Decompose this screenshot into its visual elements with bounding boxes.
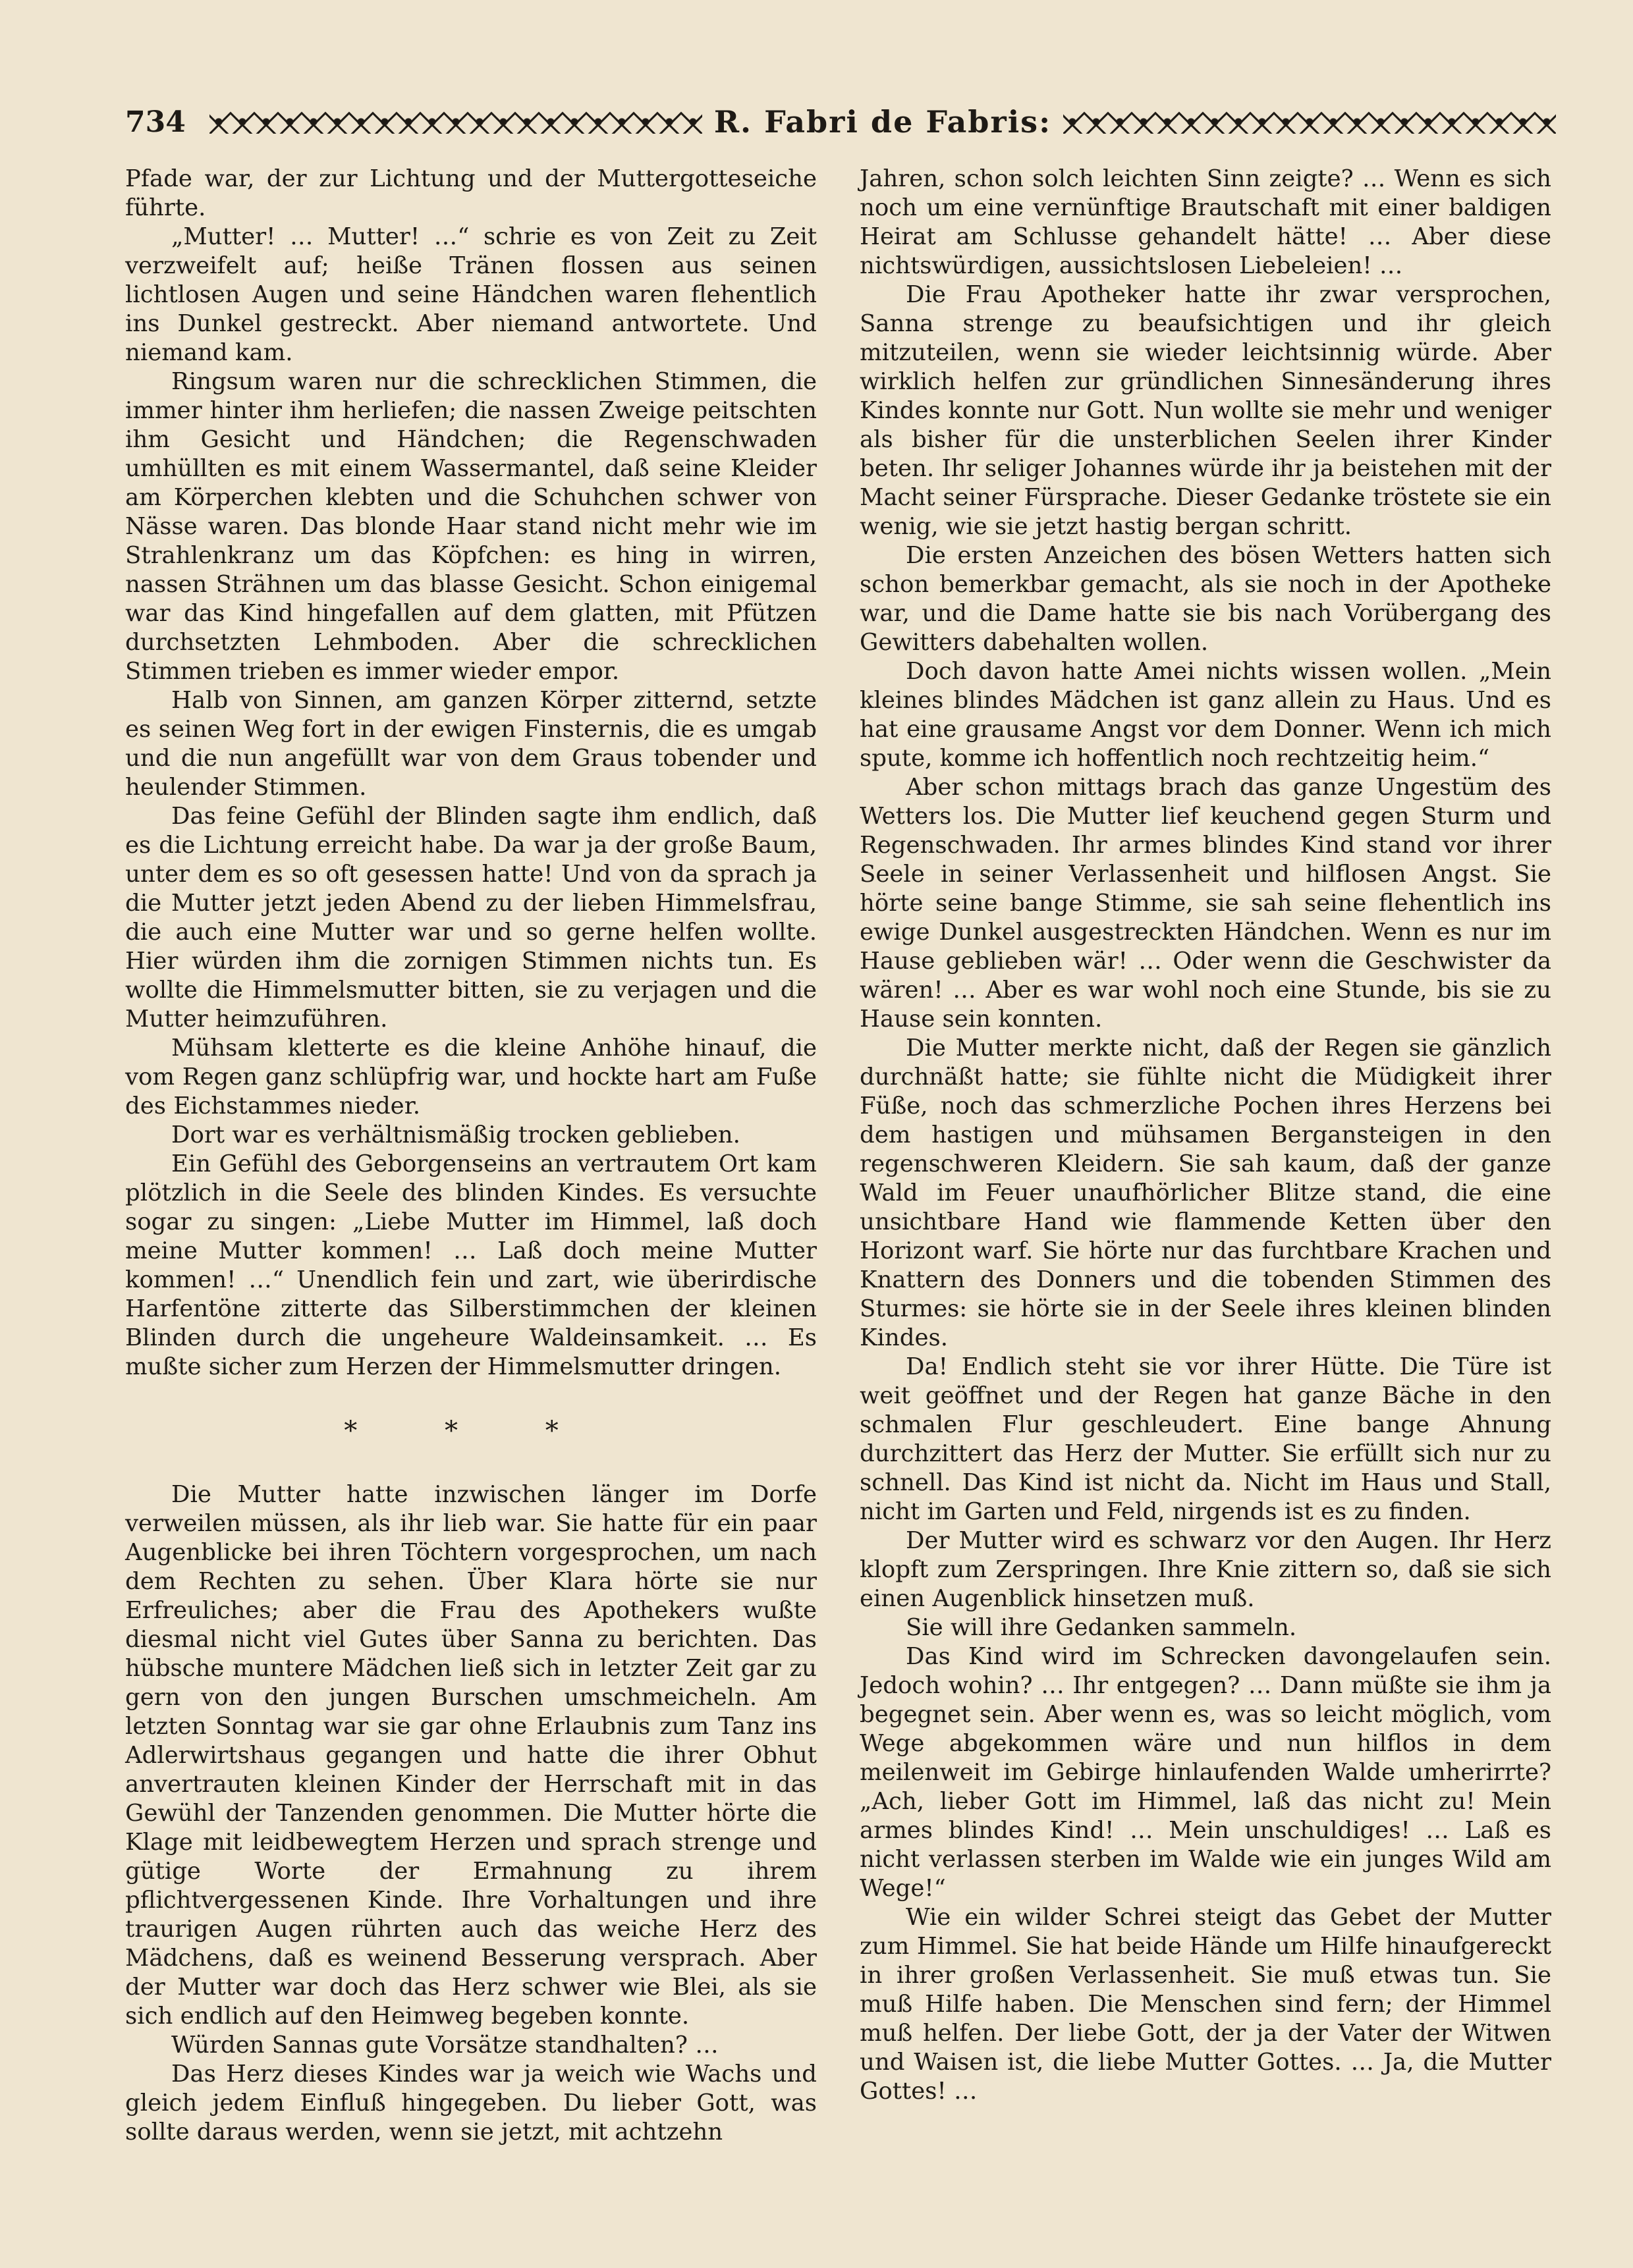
running-head: R. Fabri de Fabris: (713, 104, 1052, 140)
paragraph: Mühsam kletterte es die kleine Anhöhe hinauf, die vom Regen ganz schlüpfrig war, und hockte hart am Fuße des Eichstammes nieder. (125, 1035, 817, 1120)
paragraph: Pfade war, der zur Lichtung und der Muttergotteseiche führte. (125, 165, 817, 221)
page-header (125, 99, 1568, 145)
page-number: 734 (125, 105, 186, 139)
paragraph: Die Mutter merkte nicht, daß der Regen sie gänzlich durchnäßt hatte; sie fühlte nicht die Müdigkeit ihrer Füße, noch das schmerzliche Pochen ihres Herzens bei dem hastigen und mühsamen Bergansteigen in den regenschweren Kleidern. Sie sah kaum, daß der ganze Wald im Feuer unaufhörlicher Blitze stand, die eine unsichtbare Hand wie flammende Ketten über den Horizont warf. Sie hörte nur das furchtbare Krachen und Knattern des Donners und die tobenden Stimmen des Sturmes: sie hörte sie in der Seele ihres kleinen blinden Kindes. (860, 1035, 1551, 1351)
paragraph: Würden Sannas gute Vorsätze standhalten? … (171, 2032, 719, 2059)
section-separator: * * * (344, 1416, 598, 1446)
paragraph: Der Mutter wird es schwarz vor den Augen. Ihr Herz klopft zum Zerspringen. Ihre Knie zittern so, daß sie sich einen Augenblick hinsetzen muß. (860, 1527, 1551, 1612)
paragraph: Ringsum waren nur die schrecklichen Stimmen, die immer hinter ihm herliefen; die nassen Zweige peitschten ihm Gesicht und Händchen; die Regenschwaden umhüllten es mit einem Wassermantel, daß seine Kleider am Körperchen klebten und die Schuhchen schwer von Nässe waren. Das blonde Haar stand nicht mehr wie im Strahlenkranz um das Köpfchen: es hing in wirren, nassen Strähnen um das blasse Gesicht. Schon einigemal war das Kind hingefallen auf dem glatten, mit Pfützen durchsetzten Lehmboden. Aber die schrecklichen Stimmen trieben es immer wieder empor. (125, 368, 817, 685)
paragraph: Wie ein wilder Schrei steigt das Gebet der Mutter zum Himmel. Sie hat beide Hände um Hilfe hinaufgereckt in ihrer großen Verlassenheit. Sie muß etwas tun. Sie muß Hilfe haben. Die Menschen sind fern; der Himmel muß helfen. Der liebe Gott, der ja der Vater der Witwen und Waisen ist, die liebe Mutter Gottes. … Ja, die Mutter Gottes! … (860, 1904, 1551, 2105)
paragraph: Die ersten Anzeichen des bösen Wetters hatten sich schon bemerkbar gemacht, als sie noch in der Apotheke war, und die Dame hatte sie bis nach Vorübergang des Gewitters dabehalten wollen. (860, 542, 1551, 656)
ornament-rule-left (209, 109, 702, 135)
paragraph: Doch davon hatte Amei nichts wissen wollen. „Mein kleines blindes Mädchen ist ganz allein zu Haus. Und es hat eine grausame Angst vor dem Donner. Wenn ich mich spute, komme ich hoffentlich noch rechtzeitig heim.“ (860, 658, 1551, 772)
paragraph: Das feine Gefühl der Blinden sagte ihm endlich, daß es die Lichtung erreicht habe. Da war ja der große Baum, unter dem es so oft gesessen hatte! Und von da sprach ja die Mutter jetzt jeden Abend zu der lieben Himmelsfrau, die auch eine Mutter war und so gerne helfen wollte. Hier würden ihm die zornigen Stimmen nichts tun. Es wollte die Himmelsmutter bitten, sie zu verjagen und die Mutter heimzuführen. (125, 803, 817, 1033)
paragraph: Halb von Sinnen, am ganzen Körper zitternd, setzte es seinen Weg fort in der ewigen Finsternis, die es umgab und die nun angefüllt war von dem Graus tobender und heulender Stimmen. (125, 687, 817, 801)
paragraph: Jahren, schon solch leichten Sinn zeigte? … Wenn es sich noch um eine vernünftige Brautschaft mit einer baldigen Heirat am Schlusse gehandelt hätte! … Aber diese nichtswürdigen, aussichtslosen Liebeleien! … (860, 165, 1551, 279)
paragraph: „Mutter! … Mutter! …“ schrie es von Zeit zu Zeit verzweifelt auf; heiße Tränen flossen aus seinen lichtlosen Augen und seine Händchen waren flehentlich ins Dunkel gestreckt. Aber niemand antwortete. Und niemand kam. (125, 223, 817, 366)
paragraph: Das Kind wird im Schrecken davongelaufen sein. Jedoch wohin? … Ihr entgegen? … Dann müßte sie ihm ja begegnet sein. Aber wenn es, was so leicht möglich, vom Wege abgekommen wäre und nun hilflos in dem meilenweit im Gebirge hinlaufenden Walde umherirrte? „Ach, lieber Gott im Himmel, laß das nicht zu! Mein armes blindes Kind! … Mein unschuldiges! … Laß es nicht verlassen sterben im Walde wie ein junges Wild am Wege!“ (860, 1643, 1551, 1902)
paragraph: Dort war es verhältnismäßig trocken geblieben. (171, 1121, 740, 1148)
right-column (860, 165, 1551, 2106)
paragraph: Die Frau Apotheker hatte ihr zwar versprochen, Sanna strenge zu beaufsichtigen und ihr gleich mitzuteilen, wenn sie wieder leichtsinnig würde. Aber wirklich helfen zur gründlichen Sinnesänderung ihres Kindes konnte nur Gott. Nun wollte sie mehr und weniger als bisher für die unsterblichen Seelen ihrer Kinder beten. Ihr seliger Johannes würde ihr ja beistehen mit der Macht seiner Fürsprache. Dieser Gedanke tröstete sie ein wenig, wie sie jetzt hastig bergan schritt. (860, 281, 1551, 540)
paragraph: Aber schon mittags brach das ganze Ungestüm des Wetters los. Die Mutter lief keuchend gegen Sturm und Regenschwaden. Ihr armes blindes Kind stand vor ihrer Seele in seiner Verlassenheit und hilflosen Angst. Sie hörte seine bange Stimme, sie sah seine flehentlich ins ewige Dunkel ausgestreckten Händchen. Wenn es nur im Hause geblieben wär! … Oder wenn die Geschwister da wären! … Aber es war wohl noch eine Stunde, bis sie zu Hause sein konnten. (860, 774, 1551, 1033)
paragraph: Da! Endlich steht sie vor ihrer Hütte. Die Türe ist weit geöffnet und der Regen hat ganze Bäche in den schmalen Flur geschleudert. Eine bange Ahnung durchzittert das Herz der Mutter. Sie erfüllt sich nur zu schnell. Das Kind ist nicht da. Nicht im Haus und Stall, nicht im Garten und Feld, nirgends ist es zu finden. (860, 1353, 1551, 1525)
paragraph: Ein Gefühl des Geborgenseins an vertrautem Ort kam plötzlich in die Seele des blinden Kindes. Es versuchte sogar zu singen: „Liebe Mutter im Himmel, laß doch meine Mutter kommen! … Laß doch meine Mutter kommen! …“ Unendlich fein und zart, wie überirdische Harfentöne zitterte das Silberstimmchen der kleinen Blinden durch die ungeheure Waldeinsamkeit. … Es mußte sicher zum Herzen der Himmelsmutter dringen. (125, 1150, 817, 1380)
left-column (125, 165, 817, 2147)
paragraph: Sie will ihre Gedanken sammeln. (906, 1614, 1297, 1641)
paragraph: Die Mutter hatte inzwischen länger im Dorfe verweilen müssen, als ihr lieb war. Sie hatte für ein paar Augenblicke bei ihren Töchtern vorgesprochen, um nach dem Rechten zu sehen. Über Klara hörte sie nur Erfreuliches; aber die Frau des Apothekers wußte diesmal nicht viel Gutes über Sanna zu berichten. Das hübsche muntere Mädchen ließ sich in letzter Zeit gar zu gern von den jungen Burschen umschmeicheln. Am letzten Sonntag war sie gar ohne Erlaubnis zum Tanz ins Adlerwirtshaus gegangen und hatte die ihrer Obhut anvertrauten kleinen Kinder der Herrschaft mit in das Gewühl der Tanzenden genommen. Die Mutter hörte die Klage mit leidbewegtem Herzen und sprach strenge und gütige Worte der Ermahnung zu ihrem pflichtvergessenen Kinde. Ihre Vorhaltungen und ihre traurigen Augen rührten auch das weiche Herz des Mädchens, daß es weinend Besserung versprach. Aber der Mutter war doch das Herz schwer wie Blei, als sie sich endlich auf den Heimweg begeben konnte. (125, 1481, 817, 2030)
paragraph: Das Herz dieses Kindes war ja weich wie Wachs und gleich jedem Einfluß hingegeben. Du lieber Gott, was sollte daraus werden, wenn sie jetzt, mit achtzehn (125, 2061, 817, 2146)
ornament-rule-right (1063, 109, 1556, 135)
